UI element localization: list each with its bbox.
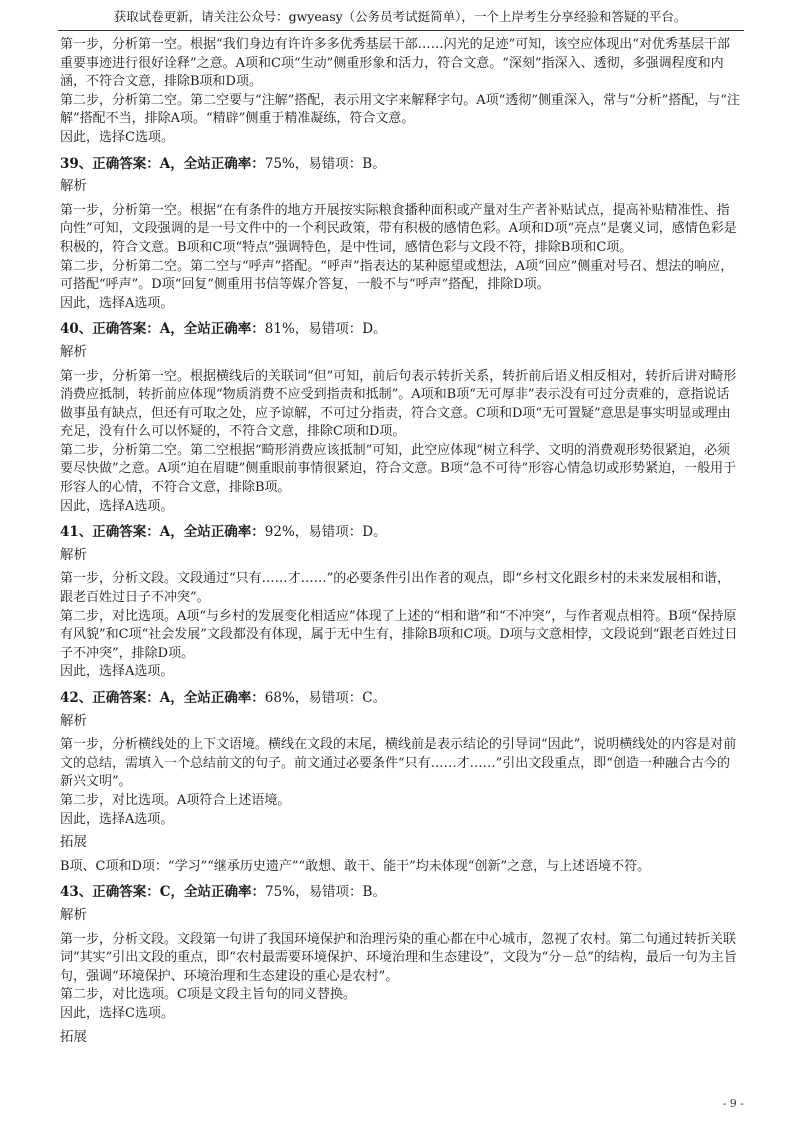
question-answer-line [60, 883, 742, 902]
wrong-option: 易错项：D。 [308, 321, 387, 338]
wrong-option: 易错项：C。 [308, 690, 387, 706]
answer-value: A [159, 155, 171, 172]
rate-label: 全站正确率： [183, 155, 265, 172]
analysis-paragraph: 因此，选择A选项。 [60, 664, 174, 680]
question-number: 39、 [60, 155, 93, 172]
analysis-paragraph: 因此，选择A选项。 [60, 295, 174, 311]
rate-value: 81% [264, 321, 295, 338]
analysis-paragraph: B项、C项和D项：“学习”“继承历史遗产”“敢想、敢干、能干”均未体现“创新”之意，与上述语境不符。 [60, 858, 651, 874]
section-title: 解析 [60, 546, 87, 563]
answer-label: 正确答案： [92, 155, 160, 172]
sep: ， [294, 321, 309, 338]
question-answer-line [60, 155, 742, 174]
section-title: 拓展 [60, 834, 87, 851]
analysis-paragraph: 第一步，分析第一空。根据“在有条件的地方开展按实际粮食播种面积或产量对生产者补贴试点，提高补贴精准性、指向性”可知，文段强调的是一号文件中的一个利民政策，带有积极的感情色彩。A项和D项“亮点”是褒义词，感情色彩是积极的，符合文意。B项和C项“特点”强调特色，是中性词，感情色彩与文段不符，排除B项和C项。 [60, 202, 737, 255]
question-block [60, 155, 742, 314]
section-title: 解析 [60, 343, 87, 360]
rate-value: 92% [264, 524, 295, 541]
rate-label: 全站正确率： [183, 690, 265, 706]
section-title: 拓展 [60, 1028, 87, 1045]
sep: ， [170, 155, 184, 172]
analysis-paragraph: 第一步，分析文段。文段通过“只有……才……”的必要条件引出作者的观点，即“乡村文化跟乡村的未来发展相和谐，跟老百姓过日子不冲突”。 [60, 571, 730, 606]
question-number: 41、 [60, 524, 93, 541]
document-body [60, 36, 742, 1052]
sep: ， [170, 884, 185, 901]
wrong-option: 易错项：D。 [308, 524, 387, 541]
sep: ， [170, 321, 184, 338]
answer-label: 正确答案： [92, 884, 160, 901]
question-number: 42、 [60, 690, 93, 706]
sep: ， [170, 524, 184, 541]
answer-value: A [159, 690, 171, 706]
sep: ， [295, 884, 309, 901]
analysis-paragraph: 第一步，分析文段。文段第一句讲了我国环境保护和治理污染的重心都在中心城市，忽视了农村。第二句通过转折关联词“其实”引出文段的重点，即“农村最需要环境保护、环境治理和生态建设”，文段为“分－总”的结构，最后一句为主旨句，强调“环境保护、环境治理和生态建设的重心是农村”。 [60, 931, 737, 984]
question-answer-line [60, 689, 742, 708]
question-block [60, 689, 742, 876]
analysis-paragraph: 第二步，对比选项。A项“与乡村的发展变化相适应”体现了上述的“相和谐”和“不冲突”，与作者观点相符。B项“保持原有风貌”和C项“社会发展”文段都没有体现，属于无中生有，排除B项和C项。D项与文意相悖，文段说到“跟老百姓过日子不冲突”，排除D项。 [60, 608, 738, 661]
section-title: 解析 [60, 906, 87, 923]
intro-paragraph: 第二步，分析第二空。第二空要与“注解”搭配，表示用文字来解释字句。A项“透彻”侧重深入，常与“分析”搭配，与“注解”搭配不当，排除A项。“精辟”侧重于精准凝练，符合文意。 [60, 92, 740, 127]
rate-value: 68% [264, 690, 295, 706]
analysis-paragraph: 第二步，分析第二空。第二空根据“畸形消费应该抵制”可知，此空应体现“树立科学、文明的消费观形势很紧迫，必须要尽快做”之意。A项“迫在眉睫”侧重眼前事情很紧迫，符合文意。B项“急不可待”形容心情急切或形势紧迫，一般用于形容人的心情，不符合文意，排除B项。 [60, 442, 737, 496]
rate-label: 全站正确率： [183, 524, 265, 541]
intro-paragraph: 第一步，分析第一空。根据“我们身边有许许多多优秀基层干部……闪光的足迹”可知，该空应体现出“对优秀基层干部重要事迹进行很好诠释”之意。A项和C项“生动”侧重形象和活力，符合文意。“深刻”指深入、透彻，多强调程度和内涵，不符合文意，排除B项和D项。 [60, 37, 730, 90]
sep: ， [170, 690, 184, 706]
answer-value: C [159, 884, 171, 901]
question-answer-line [60, 523, 742, 542]
question-list [60, 155, 742, 1047]
intro-block [60, 36, 742, 148]
page-number: - 9 - [722, 1097, 744, 1110]
rate-label: 全站正确率： [184, 884, 266, 901]
sep: ， [294, 524, 309, 541]
section-title: 解析 [60, 712, 87, 729]
question-block [60, 320, 742, 516]
wrong-option: 易错项：B。 [308, 884, 386, 901]
sep: ， [294, 690, 309, 706]
analysis-paragraph: 第二步，分析第二空。第二空与“呼声”搭配。“呼声”指表达的某种愿望或想法，A项“回应”侧重对号召、想法的响应，可搭配“呼声”。D项“回复”侧重用书信等媒介答复，一般不与“呼声”搭配，排除D项。 [60, 258, 734, 293]
rate-value: 75% [265, 884, 296, 901]
analysis-paragraph: 第一步，分析横线处的上下文语境。横线在文段的末尾，横线前是表示结论的引导词“因此”，说明横线处的内容是对前文的总结，需填入一个总结前文的句子。前文通过必要条件“只有……才……”引出文段重点，即“创造一种融合古今的新兴文明”。 [60, 737, 737, 790]
answer-label: 正确答案： [92, 524, 160, 541]
page-header: 获取试卷更新，请关注公众号：gwyeasy（公务员考试挺简单），一个上岸考生分享经验和答疑的平台。 [113, 9, 687, 24]
analysis-paragraph: 因此，选择C选项。 [60, 1005, 174, 1021]
answer-value: A [159, 524, 171, 541]
intro-conclusion: 因此，选择C选项。 [60, 129, 174, 145]
analysis-paragraph: 第二步，对比选项。A项符合上述语境。 [60, 792, 291, 808]
question-block [60, 523, 742, 682]
analysis-paragraph: 第二步，对比选项。C项是文段主旨句的同义替换。 [60, 987, 356, 1003]
answer-label: 正确答案： [92, 690, 160, 706]
analysis-paragraph: 因此，选择A选项。 [60, 498, 174, 514]
question-number: 43、 [60, 884, 93, 901]
answer-label: 正确答案： [92, 321, 160, 338]
analysis-paragraph: 因此，选择A选项。 [60, 811, 174, 827]
analysis-paragraph: 第一步，分析第一空。根据横线后的关联词“但”可知，前后句表示转折关系，转折前后语义相反相对，转折后讲对畸形消费应抵制，转折前应体现“物质消费不应受到指责和抵制”。A项和B项“无可厚非”表示没有可过分责难的，意指说话做事虽有缺点，但还有可取之处，应予谅解，不可过分指责，符合文意。C项和D项“无可置疑”意思是事实明显或理由充足，没有什么可以怀疑的，不符合文意，排除C项和D项。 [60, 368, 737, 440]
question-number: 40、 [60, 321, 93, 338]
question-answer-line [60, 320, 742, 339]
sep: ， [294, 155, 309, 172]
answer-value: A [159, 321, 171, 338]
header-divider [58, 30, 744, 31]
question-block [60, 883, 742, 1046]
wrong-option: 易错项：B。 [308, 155, 386, 172]
rate-value: 75% [264, 155, 295, 172]
section-title: 解析 [60, 178, 87, 195]
rate-label: 全站正确率： [183, 321, 265, 338]
